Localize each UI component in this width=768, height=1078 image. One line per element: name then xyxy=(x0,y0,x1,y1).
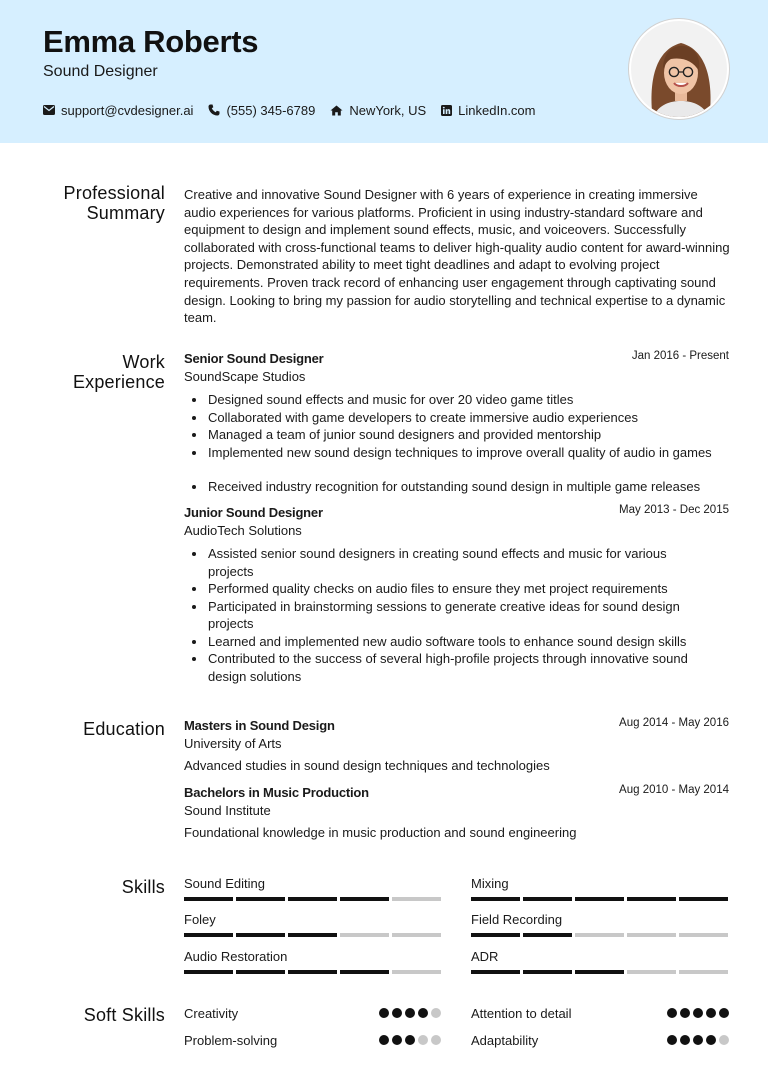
skill-level-bar xyxy=(184,933,442,937)
rating-dot xyxy=(418,1008,428,1018)
skill-level-segment xyxy=(184,897,233,901)
rating-dot xyxy=(719,1008,729,1018)
list-item: Designed sound effects and music for over 20 video game titles xyxy=(184,391,729,409)
education-description: Foundational knowledge in music production and sound engineering xyxy=(184,825,577,840)
contact-phone-text: (555) 345-6789 xyxy=(226,102,316,118)
skill-level-segment xyxy=(679,970,728,974)
soft-skill-label: Adaptability xyxy=(471,1032,539,1048)
skill-level-segment xyxy=(575,933,624,937)
candidate-title: Sound Designer xyxy=(43,63,158,80)
rating-dot xyxy=(405,1008,415,1018)
education-entry xyxy=(184,784,729,840)
skill-level-segment xyxy=(471,933,520,937)
list-item: Collaborated with game developers to create immersive audio experiences xyxy=(184,409,729,427)
rating-dot xyxy=(680,1035,690,1045)
rating-dot xyxy=(379,1035,389,1045)
list-item: Assisted senior sound designers in creating sound effects and music for various projects xyxy=(184,545,704,580)
skill-level-segment xyxy=(236,970,285,974)
soft-skill-item xyxy=(184,1031,441,1049)
section-title-summary-text: Professional Summary xyxy=(63,183,165,223)
skill-label: Audio Restoration xyxy=(184,949,288,964)
rating-dot xyxy=(392,1008,402,1018)
home-icon xyxy=(330,105,343,116)
job-bullets xyxy=(184,545,704,685)
skill-level-segment xyxy=(471,970,520,974)
summary-text: Creative and innovative Sound Designer with 6 years of experience in creating immersive audio experiences for various platforms. Proficient in using industry-standard software and equipment to design and implement sound effects, music, and voiceovers. Successfully collaborated with cross-functional teams to deliver high-quality audio content for award-winning projects. Demonstrated ability to meet tight deadlines and adapt to evolving project requirements. Proven track record of enhancing user engagement through captivating sound design. Looking to bring my passion for audio storytelling and technical expertise to a dynamic team. xyxy=(184,187,730,326)
skill-level-segment xyxy=(575,897,624,901)
skill-level-segment xyxy=(523,897,572,901)
rating-dot xyxy=(719,1035,729,1045)
soft-skill-label: Creativity xyxy=(184,1005,239,1021)
soft-skill-rating xyxy=(667,1008,729,1018)
skill-level-bar xyxy=(184,970,442,974)
contact-phone[interactable] xyxy=(208,101,315,119)
linkedin-icon xyxy=(441,105,452,116)
rating-dot xyxy=(693,1035,703,1045)
skill-level-segment xyxy=(679,933,728,937)
list-item: Performed quality checks on audio files to ensure they met project requirements xyxy=(184,580,704,598)
contact-location xyxy=(330,101,426,119)
education-dates: Aug 2014 - May 2016 xyxy=(619,717,729,729)
skill-label: Mixing xyxy=(471,876,509,891)
contact-linkedin[interactable] xyxy=(441,101,535,119)
degree-title: Masters in Sound Design xyxy=(184,718,335,733)
skill-level-bar xyxy=(184,897,442,901)
skill-level-segment xyxy=(575,970,624,974)
section-title-education xyxy=(30,719,165,739)
soft-skill-rating xyxy=(379,1035,441,1045)
rating-dot xyxy=(431,1035,441,1045)
soft-skill-item xyxy=(471,1031,729,1049)
profile-portrait-graphic xyxy=(631,21,729,119)
candidate-name: Emma Roberts xyxy=(43,24,259,59)
rating-dot xyxy=(431,1008,441,1018)
list-item: Received industry recognition for outstanding sound design in multiple game releases xyxy=(184,478,729,496)
list-item: Managed a team of junior sound designers and provided mentorship xyxy=(184,426,729,444)
education-description: Advanced studies in sound design techniques and technologies xyxy=(184,758,550,773)
contact-email-text: support@cvdesigner.ai xyxy=(61,102,194,118)
skill-level-segment xyxy=(340,897,389,901)
job-company: AudioTech Solutions xyxy=(184,523,302,538)
section-title-summary xyxy=(30,183,165,223)
skill-level-segment xyxy=(392,933,441,937)
skill-item xyxy=(184,949,442,974)
skill-level-segment xyxy=(471,897,520,901)
profile-photo xyxy=(629,19,729,119)
skill-level-segment xyxy=(627,970,676,974)
list-item: Learned and implemented new audio software tools to enhance sound design skills xyxy=(184,633,704,651)
job-title: Junior Sound Designer xyxy=(184,505,323,520)
degree-title: Bachelors in Music Production xyxy=(184,785,369,800)
skill-label: Sound Editing xyxy=(184,876,265,891)
soft-skill-item xyxy=(184,1004,441,1022)
resume-header xyxy=(0,0,768,143)
rating-dot xyxy=(405,1035,415,1045)
job-bullets xyxy=(184,391,729,496)
skill-level-bar xyxy=(471,897,729,901)
phone-icon xyxy=(208,104,220,116)
rating-dot xyxy=(680,1008,690,1018)
skill-level-segment xyxy=(679,897,728,901)
skill-level-segment xyxy=(627,897,676,901)
contact-location-text: NewYork, US xyxy=(349,102,427,118)
job-title: Senior Sound Designer xyxy=(184,351,324,366)
contact-email[interactable] xyxy=(43,101,193,119)
skill-level-bar xyxy=(471,933,729,937)
list-item: Implemented new sound design techniques to improve overall quality of audio in games xyxy=(184,444,729,462)
contact-linkedin-text: LinkedIn.com xyxy=(458,102,536,118)
skill-level-segment xyxy=(236,933,285,937)
section-title-skills-text: Skills xyxy=(121,877,165,897)
skill-label: Foley xyxy=(184,912,216,927)
skill-level-segment xyxy=(288,897,337,901)
list-item: Contributed to the success of several high-profile projects through innovative sound design solutions xyxy=(184,650,704,685)
education-entry xyxy=(184,717,729,773)
rating-dot xyxy=(392,1035,402,1045)
skill-item xyxy=(471,949,729,974)
section-title-soft-skills-text: Soft Skills xyxy=(83,1005,165,1025)
soft-skill-label: Problem-solving xyxy=(184,1032,278,1048)
skill-level-segment xyxy=(288,970,337,974)
skill-level-segment xyxy=(184,970,233,974)
section-title-experience xyxy=(30,352,165,392)
rating-dot xyxy=(693,1008,703,1018)
skill-level-segment xyxy=(184,933,233,937)
skill-level-segment xyxy=(340,970,389,974)
rating-dot xyxy=(418,1035,428,1045)
job-dates: May 2013 - Dec 2015 xyxy=(619,504,729,516)
school-name: Sound Institute xyxy=(184,803,271,818)
skill-level-segment xyxy=(392,970,441,974)
soft-skill-rating xyxy=(667,1035,729,1045)
soft-skill-label: Attention to detail xyxy=(471,1005,572,1021)
rating-dot xyxy=(706,1035,716,1045)
section-title-education-text: Education xyxy=(83,719,165,739)
soft-skill-item xyxy=(471,1004,729,1022)
contact-row xyxy=(43,101,551,119)
school-name: University of Arts xyxy=(184,736,282,751)
experience-entry xyxy=(184,504,729,685)
skill-level-segment xyxy=(523,970,572,974)
rating-dot xyxy=(706,1008,716,1018)
envelope-icon xyxy=(43,105,55,115)
skill-item xyxy=(471,912,729,937)
skill-level-segment xyxy=(523,933,572,937)
skill-level-segment xyxy=(340,933,389,937)
section-title-skills xyxy=(30,877,165,897)
soft-skill-rating xyxy=(379,1008,441,1018)
skill-item xyxy=(184,912,442,937)
experience-entry xyxy=(184,350,729,496)
skill-item xyxy=(471,876,729,901)
skill-level-bar xyxy=(471,970,729,974)
job-company: SoundScape Studios xyxy=(184,369,306,384)
skill-label: Field Recording xyxy=(471,912,563,927)
rating-dot xyxy=(667,1035,677,1045)
skill-label: ADR xyxy=(471,949,499,964)
rating-dot xyxy=(379,1008,389,1018)
list-item: Participated in brainstorming sessions to generate creative ideas for sound design projects xyxy=(184,598,704,633)
section-title-soft-skills xyxy=(30,1005,165,1025)
skill-item xyxy=(184,876,442,901)
skill-level-segment xyxy=(627,933,676,937)
rating-dot xyxy=(667,1008,677,1018)
skill-level-segment xyxy=(236,897,285,901)
job-dates: Jan 2016 - Present xyxy=(631,350,729,362)
skill-level-segment xyxy=(288,933,337,937)
education-dates: Aug 2010 - May 2014 xyxy=(619,784,729,796)
section-title-experience-text: Work Experience xyxy=(72,352,165,392)
skill-level-segment xyxy=(392,897,441,901)
